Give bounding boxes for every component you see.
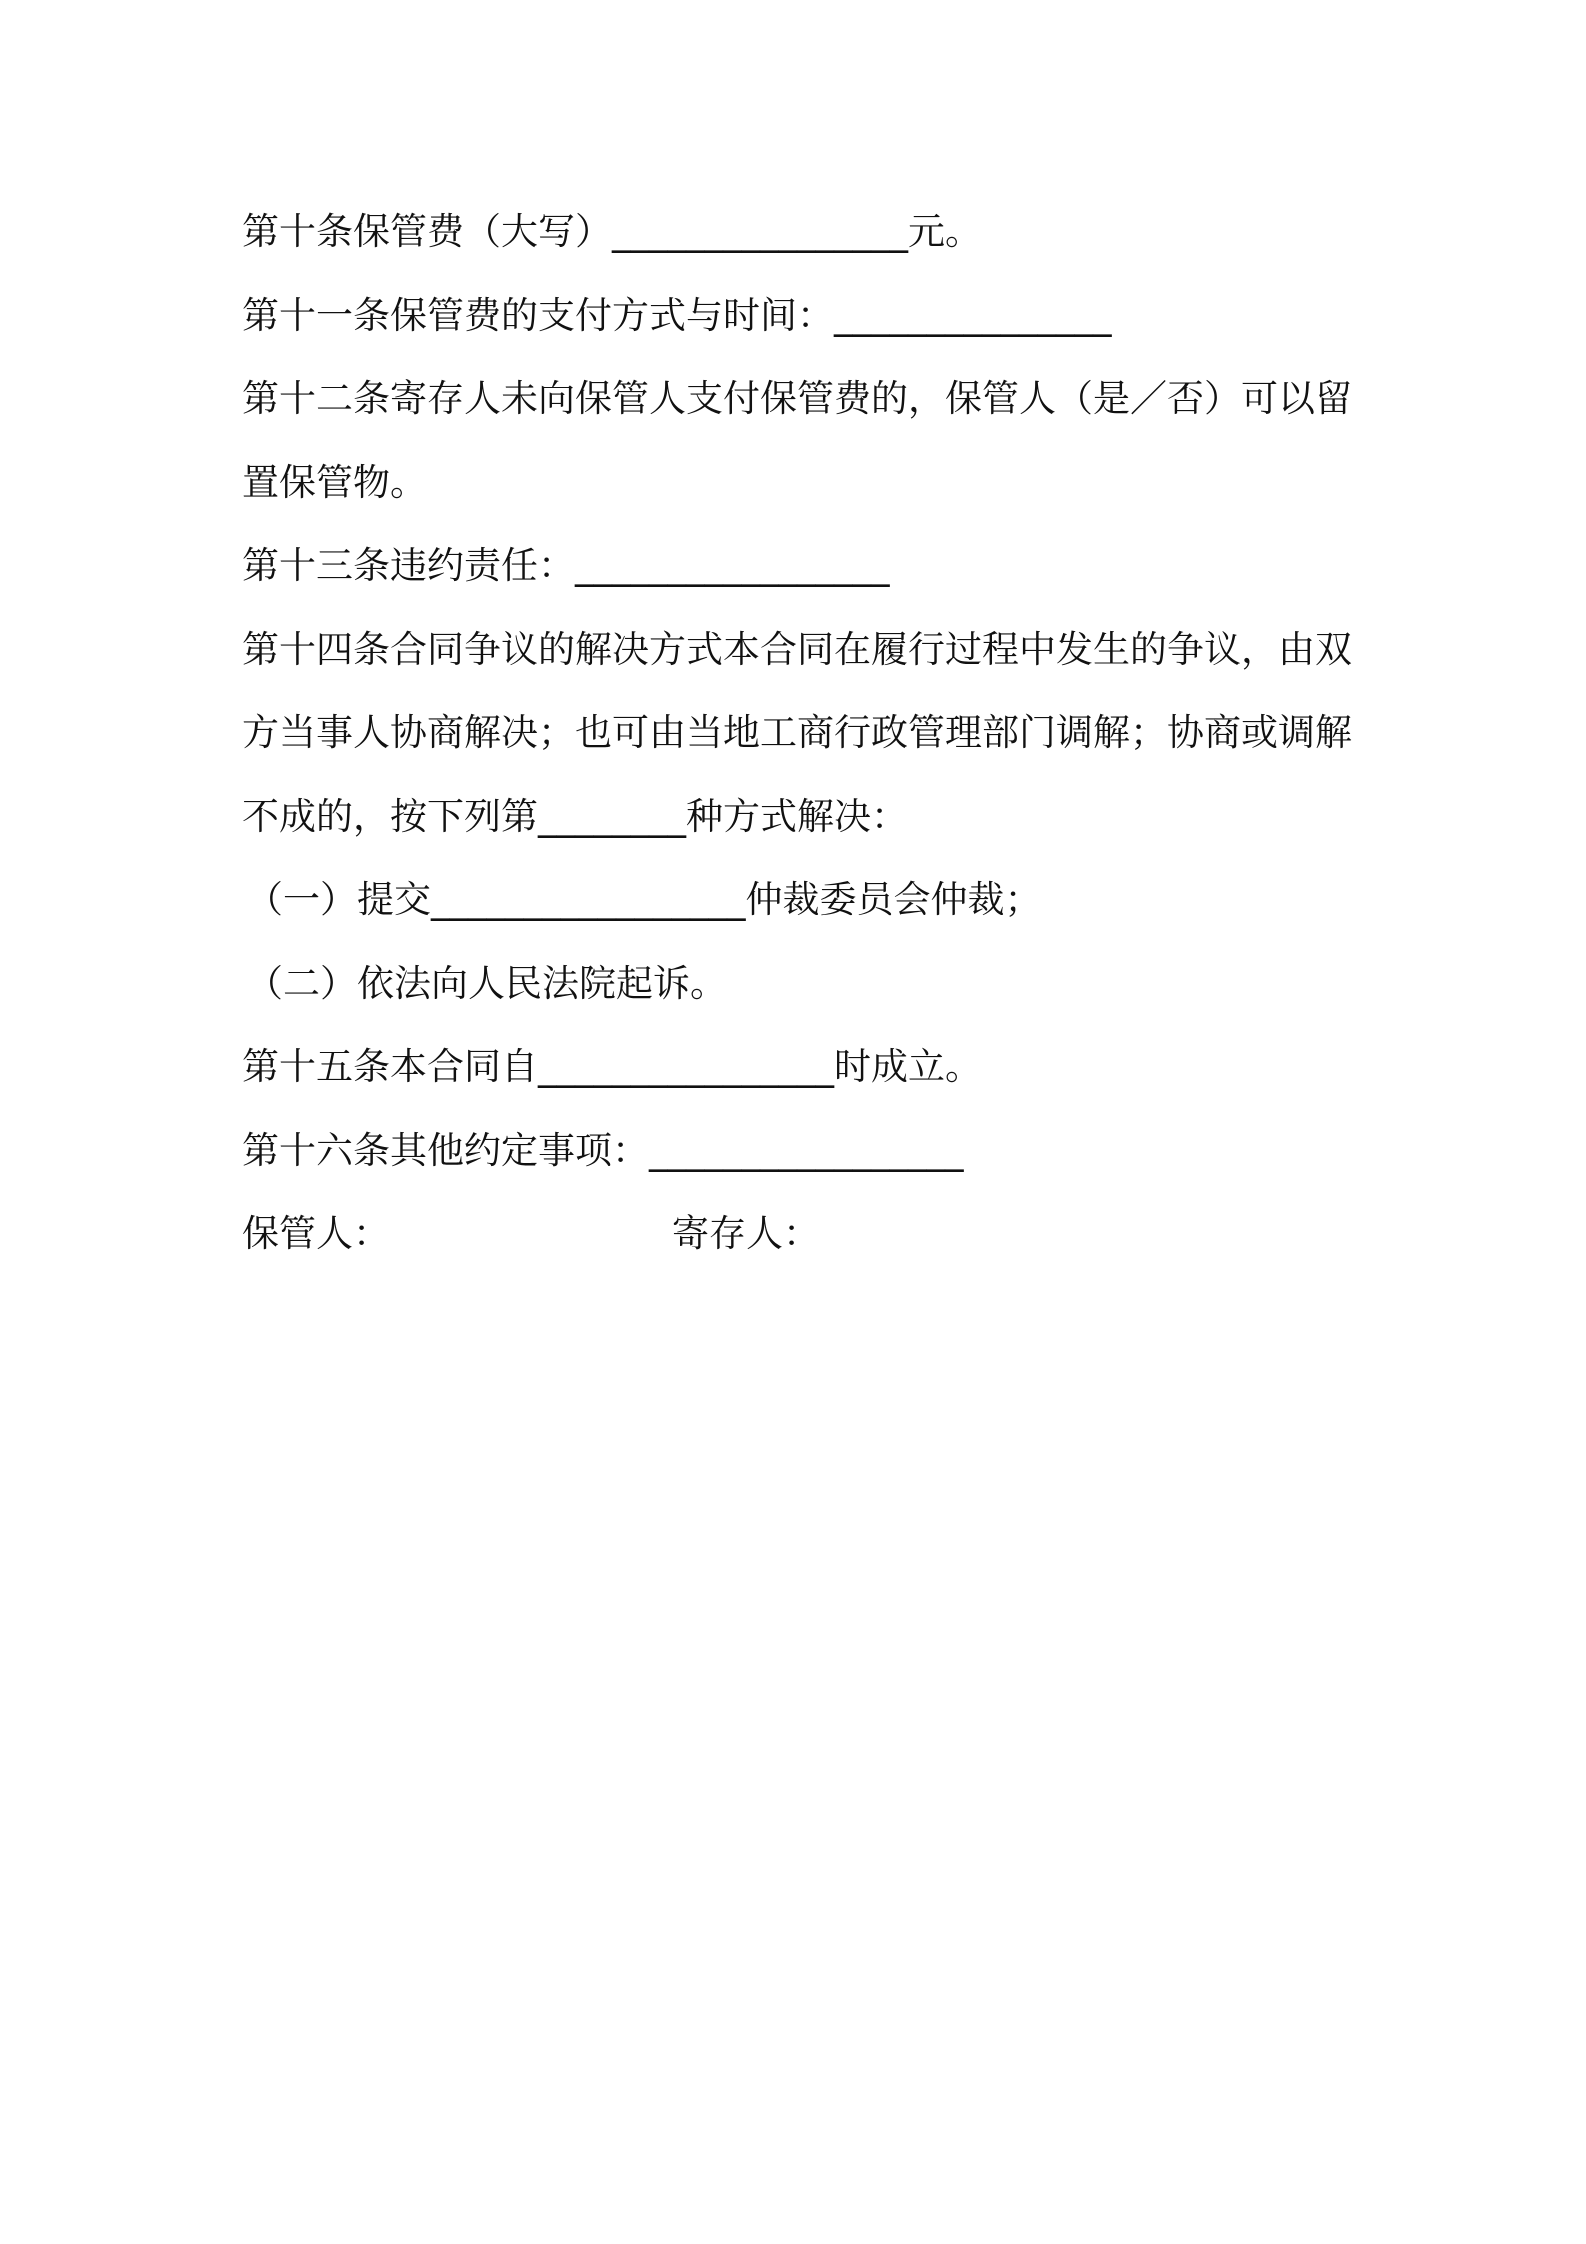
signature-row	[242, 1192, 1362, 1276]
depositor-label: 寄存人：	[672, 1212, 820, 1255]
article-16-other-terms: 第十六条其他约定事项：_________________	[242, 1128, 964, 1172]
article-14-line-3: 不成的，按下列第________种方式解决：	[242, 794, 908, 838]
article-10-storage-fee: 第十条保管费（大写）________________元。	[242, 210, 982, 253]
article-14-line-1: 第十四条合同争议的解决方式本合同在履行过程中发生的争议，由双	[242, 627, 1352, 671]
article-15-effective: 第十五条本合同自________________时成立。	[242, 1045, 982, 1088]
document-body	[242, 190, 1362, 1276]
dispute-option-2: （二）依法向人民法院起诉。	[246, 961, 727, 1005]
dispute-option-1: （一）提交_________________仲裁委员会仲裁；	[246, 878, 1042, 921]
article-12-line-2: 置保管物。	[242, 460, 427, 504]
article-12-line-1: 第十二条寄存人未向保管人支付保管费的，保管人（是／否）可以留	[242, 377, 1352, 420]
article-11-payment-method: 第十一条保管费的支付方式与时间：_______________	[242, 293, 1112, 337]
custodian-label: 保管人：	[242, 1212, 390, 1255]
article-14-line-2: 方当事人协商解决；也可由当地工商行政管理部门调解；协商或调解	[242, 711, 1352, 754]
article-13-liability: 第十三条违约责任：_________________	[242, 544, 890, 587]
